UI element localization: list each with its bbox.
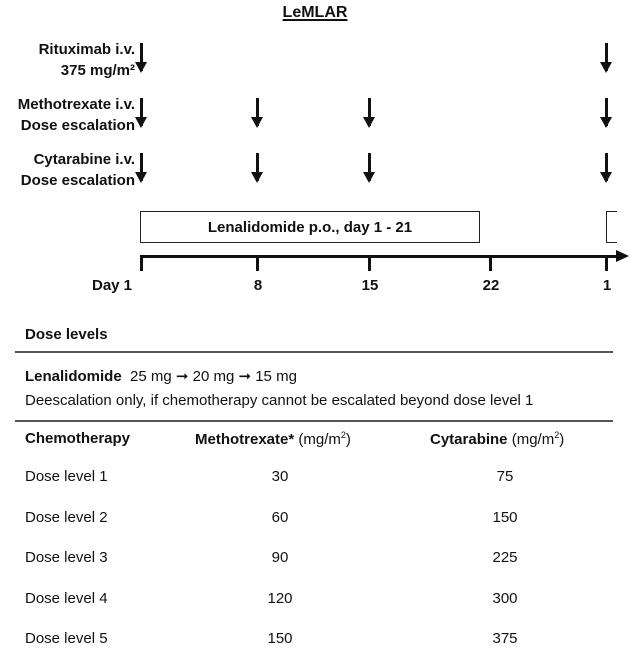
down-arrow-icon [256, 153, 259, 181]
cytarabine-cell: 150 [492, 509, 518, 526]
table-header-methotrexate [195, 430, 351, 448]
lenalidomide-bar-label: Lenalidomide p.o., day 1 - 21 [207, 218, 413, 236]
drug-dose: 375 mg/m² [60, 62, 135, 79]
down-arrow-icon [605, 43, 608, 71]
methotrexate-cell: 30 [271, 468, 289, 485]
dose-levels-heading: Dose levels [25, 326, 108, 343]
header-unit-close: ) [345, 431, 351, 448]
dose-level-cell: Dose level 5 [25, 630, 108, 647]
tick-day-15 [368, 256, 371, 271]
lenalidomide-label: Lenalidomide [25, 368, 122, 385]
drug-name: Methotrexate i.v. [17, 96, 135, 113]
day-label: 15 [361, 277, 379, 294]
down-arrow-icon [140, 43, 143, 71]
down-arrow-icon [368, 98, 371, 126]
lenalidomide-dose-line [25, 367, 297, 385]
cytarabine-cell: 375 [492, 630, 518, 647]
cytarabine-label [21, 149, 135, 191]
header-text: Chemotherapy [25, 430, 131, 447]
lenalidomide-note: Deescalation only, if chemotherapy cannot be escalated beyond dose level 1 [25, 392, 534, 409]
methotrexate-cell: 60 [271, 509, 289, 526]
dose-level-cell: Dose level 4 [25, 590, 108, 607]
dose-level-cell: Dose level 1 [25, 468, 108, 485]
methotrexate-cell: 90 [271, 549, 289, 566]
day-label: 8 [253, 277, 263, 294]
divider [15, 420, 613, 422]
dose-level-cell: Dose level 2 [25, 509, 108, 526]
header-unit-sup: 2 [554, 430, 560, 440]
down-arrow-icon [140, 153, 143, 181]
dose-level-cell: Dose level 3 [25, 549, 108, 566]
diagram-title [0, 4, 630, 22]
cytarabine-cell: 300 [492, 590, 518, 607]
lenalidomide-sequence: 25 mg ➞ 20 mg ➞ 15 mg [130, 368, 297, 385]
down-arrow-icon [256, 98, 259, 126]
down-arrow-icon [605, 153, 608, 181]
header-unit-close: ) [559, 431, 565, 448]
down-arrow-icon [605, 98, 608, 126]
day-label: Day 1 [91, 277, 133, 294]
drug-name: Cytarabine i.v. [33, 151, 135, 168]
next-cycle-bracket [606, 211, 617, 243]
tick-day-8 [256, 256, 259, 271]
day-label: 22 [482, 277, 500, 294]
cytarabine-cell: 225 [492, 549, 518, 566]
day-label: 1 [602, 277, 612, 294]
header-unit: (mg/m [507, 431, 555, 448]
down-arrow-icon [140, 98, 143, 126]
axis-arrowhead-icon [616, 250, 629, 262]
header-text: Methotrexate* [195, 431, 295, 448]
title-text: LeMLAR [282, 4, 348, 21]
methotrexate-cell: 150 [267, 630, 293, 647]
header-text: Cytarabine [430, 431, 508, 448]
tick-day-22 [489, 256, 492, 271]
cytarabine-cell: 75 [496, 468, 514, 485]
table-header-chemotherapy [25, 430, 130, 447]
drug-dose: Dose escalation [20, 172, 135, 189]
drug-name: Rituximab i.v. [38, 41, 135, 58]
header-unit-sup: 2 [340, 430, 346, 440]
rituximab-label [39, 39, 135, 81]
methotrexate-label [18, 94, 135, 136]
divider [15, 351, 613, 353]
tick-next-day-1 [605, 256, 608, 271]
header-unit: (mg/m [294, 431, 341, 448]
drug-dose: Dose escalation [20, 117, 135, 134]
tick-day-1 [140, 256, 143, 271]
lenalidomide-bar [140, 211, 480, 243]
timeline-axis [140, 255, 618, 258]
table-header-cytarabine [430, 430, 564, 448]
methotrexate-cell: 120 [267, 590, 293, 607]
down-arrow-icon [368, 153, 371, 181]
